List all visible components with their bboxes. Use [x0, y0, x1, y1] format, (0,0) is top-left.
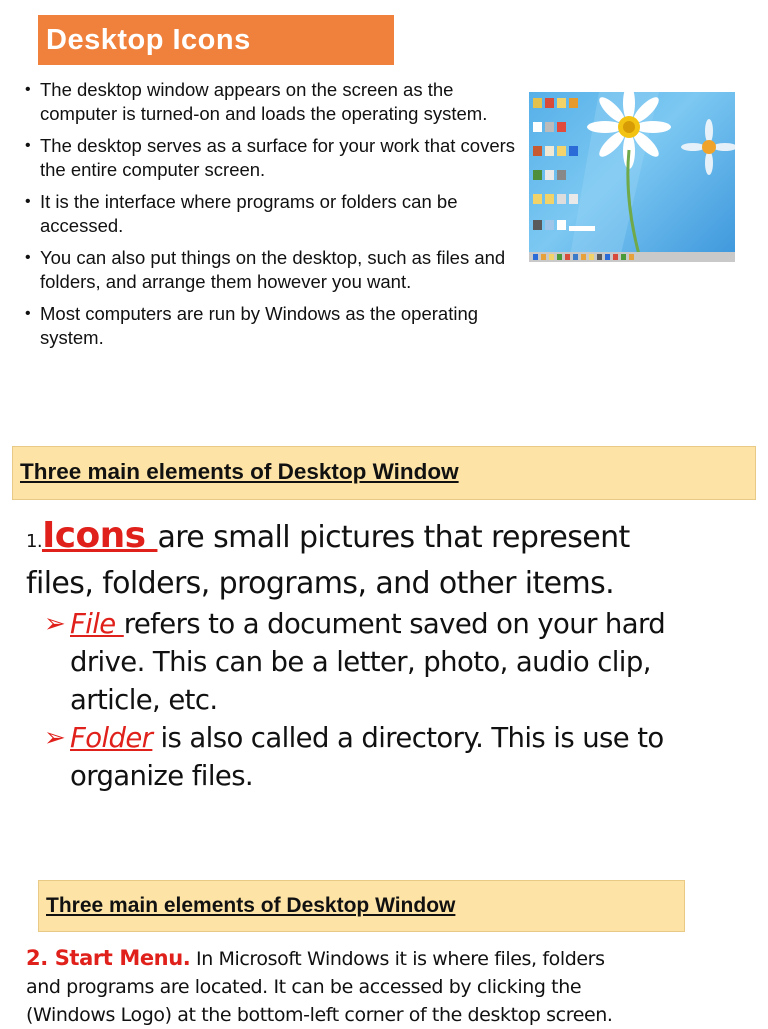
title-box [38, 15, 394, 65]
bullet-item: • The desktop serves as a surface for your work that covers the entire computer screen. [22, 134, 522, 182]
page-title: Desktop Icons [46, 24, 251, 56]
bullet-item: • Most computers are run by Windows as the operating system. [22, 302, 522, 350]
file-text: refers to a document saved on your hard [123, 608, 666, 640]
icons-definition: are small pictures that represent [157, 520, 630, 555]
file-subpoint [26, 605, 746, 719]
folder-term: Folder [70, 722, 153, 754]
icons-definition-line [26, 515, 746, 563]
arrow-bullet-icon: ➢ [44, 609, 66, 639]
icons-section [26, 515, 746, 795]
bullet-item: • It is the interface where programs or folders can be accessed. [22, 190, 522, 238]
icons-definition-cont: files, folders, programs, and other items. [26, 566, 615, 601]
start-menu-section [26, 944, 746, 1029]
desktop-screenshot-image [529, 92, 735, 262]
file-text-cont: drive. This can be a letter, photo, audio clip, [70, 646, 651, 678]
folder-text: is also called a directory. This is use to [152, 722, 664, 754]
start-menu-line: and programs are located. It can be accessed by clicking the [26, 976, 582, 998]
item-number: 1. [26, 531, 42, 552]
folder-text-cont: organize files. [70, 760, 254, 792]
file-term: File [70, 608, 124, 640]
bullet-item: • You can also put things on the desktop, such as files and folders, and arrange them however you want. [22, 246, 522, 294]
bullet-item: • The desktop window appears on the screen as the computer is turned-on and loads the operating system. [22, 78, 522, 126]
file-text-cont: article, etc. [70, 684, 218, 716]
section-heading: Three main elements of Desktop Window [20, 459, 459, 484]
start-menu-line [26, 944, 746, 973]
section-heading-band-2 [38, 880, 685, 932]
desktop-illustration [529, 92, 735, 262]
icons-term: Icons [41, 515, 158, 556]
arrow-bullet-icon: ➢ [44, 723, 66, 753]
section-heading: Three main elements of Desktop Window [46, 894, 456, 917]
start-menu-text: In Microsoft Windows it is where files, folders [190, 948, 605, 970]
start-menu-term: 2. Start Menu. [26, 946, 191, 970]
folder-subpoint [26, 719, 746, 795]
intro-bullet-list [22, 78, 522, 358]
section-heading-band-1 [12, 446, 756, 500]
start-menu-line: (Windows Logo) at the bottom-left corner of the desktop screen. [26, 1004, 613, 1026]
